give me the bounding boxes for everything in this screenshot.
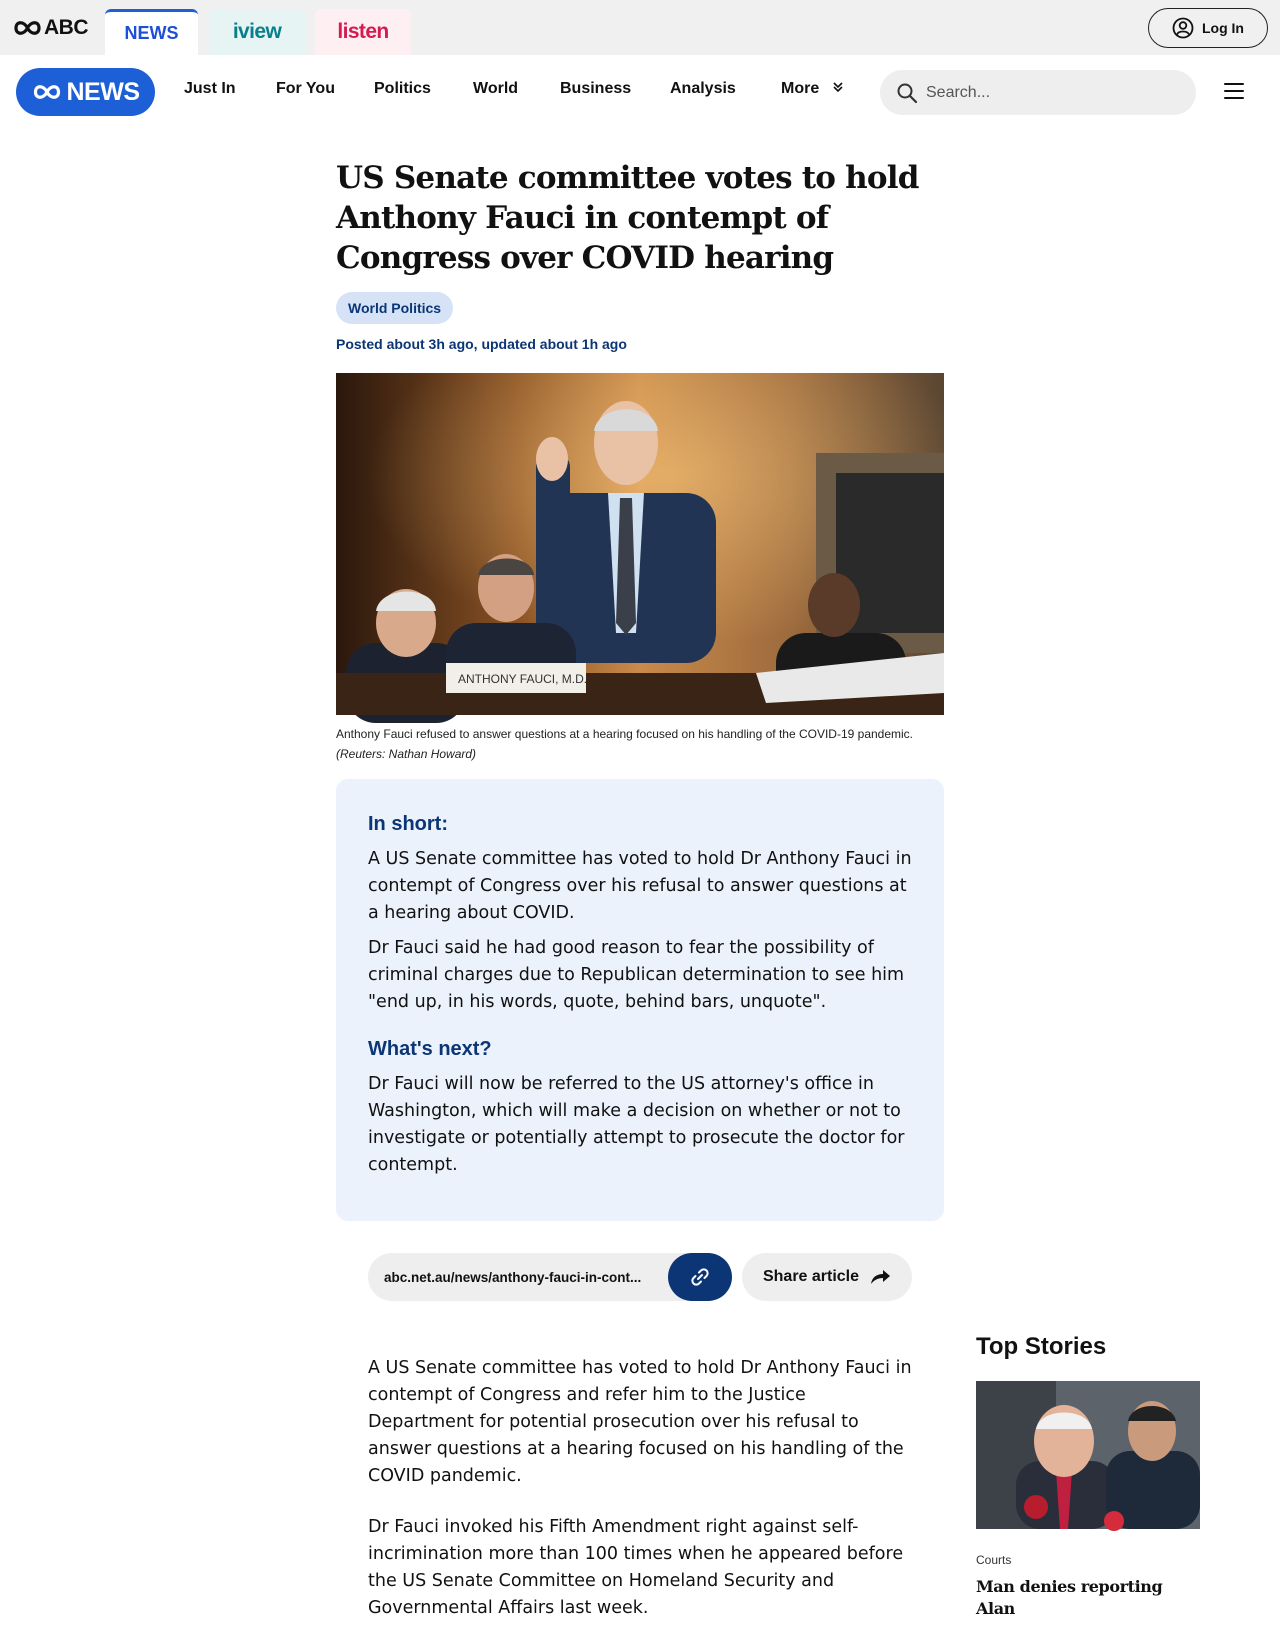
article-timestamp: Posted about 3h ago, updated about 1h ago	[336, 336, 627, 352]
article-headline: US Senate committee votes to hold Anthony Fauci in contempt of Congress over COVID hearing	[336, 160, 919, 276]
hero-image	[336, 373, 944, 715]
nav-more-label: More	[781, 80, 820, 97]
hearing-photo	[336, 373, 944, 715]
abc-logo[interactable]	[14, 16, 88, 40]
abc-news-logo[interactable]	[16, 68, 155, 116]
search-icon	[896, 82, 918, 104]
top-stories-heading: Top Stories	[976, 1333, 1107, 1360]
nav-more[interactable]	[781, 80, 844, 98]
search-bar[interactable]	[880, 70, 1196, 115]
login-button[interactable]	[1148, 8, 1268, 48]
nav-just-in[interactable]: Just In	[184, 80, 236, 97]
nav-world[interactable]: World	[473, 80, 519, 97]
article-body	[368, 1355, 916, 1646]
article-url[interactable]: abc.net.au/news/anthony-fauci-in-cont...	[368, 1253, 732, 1301]
nav-analysis[interactable]: Analysis	[670, 80, 736, 97]
copy-link-button[interactable]	[668, 1253, 732, 1301]
menu-icon[interactable]	[1224, 83, 1244, 101]
network-tab-iview[interactable]: iview	[209, 9, 305, 55]
caption-text: Anthony Fauci refused to answer questions at a hearing focused on his handling of the COVID-19 pandemic.	[336, 727, 914, 741]
article-paragraph: A US Senate committee has voted to hold Dr Anthony Fauci in contempt of Congress and refer him to the Justice Department for potential prosecution over his refusal to answer questions at a hearing focused on his handling of the COVID pandemic.	[368, 1358, 912, 1486]
news-logo-label: NEWS	[66, 77, 140, 106]
caption-credit: (Reuters: Nathan Howard)	[336, 747, 477, 761]
top-story-title[interactable]: Man denies reporting Alan	[976, 1577, 1163, 1618]
chevron-double-down-icon	[832, 81, 844, 93]
network-bar	[0, 0, 1280, 55]
abc-brand-label: ABC	[44, 16, 88, 39]
login-label: Log In	[1202, 20, 1244, 36]
article-paragraph: Dr Fauci invoked his Fifth Amendment right against self-incrimination more than 100 times when he appeared before the US Senate Committee on Homeland Security and Governmental Affairs last week.	[368, 1517, 904, 1618]
top-story-image[interactable]	[976, 1381, 1200, 1529]
key-points-box	[336, 779, 944, 1221]
link-icon	[690, 1267, 710, 1287]
share-arrow-icon	[869, 1268, 891, 1286]
nav-business[interactable]: Business	[560, 80, 632, 97]
topic-tag[interactable]: World Politics	[336, 292, 453, 324]
news-lemniscate-icon	[32, 82, 62, 102]
image-caption	[336, 724, 944, 764]
nameplate-text: ANTHONY FAUCI, M.D.	[458, 672, 588, 686]
nav-for-you[interactable]: For You	[276, 80, 335, 97]
abc-lemniscate-icon	[14, 18, 41, 38]
news-nav	[0, 55, 1280, 130]
whats-next-text: Dr Fauci will now be referred to the US attorney's office in Washington, which will make a decision on whether or not to investigate or potentially attempt to prosecute the doctor for contempt.	[368, 1074, 905, 1175]
network-tab-listen[interactable]: listen	[315, 9, 411, 55]
whats-next-heading: What's next?	[368, 1038, 492, 1060]
nav-politics[interactable]: Politics	[374, 80, 431, 97]
story-photo	[976, 1381, 1200, 1529]
in-short-heading: In short:	[368, 813, 448, 835]
network-tab-news[interactable]: NEWS	[105, 9, 198, 55]
key-point: A US Senate committee has voted to hold Dr Anthony Fauci in contempt of Congress over his refusal to answer questions at a hearing about COVID.	[368, 849, 912, 923]
share-article-label: Share article	[762, 1268, 860, 1285]
key-point: Dr Fauci said he had good reason to fear the possibility of criminal charges due to Republican determination to see him "end up, in his words, quote, behind bars, unquote".	[368, 938, 905, 1012]
top-story-category[interactable]: Courts	[976, 1553, 1012, 1567]
user-icon	[1172, 17, 1194, 39]
search-input[interactable]	[926, 84, 1176, 102]
share-article-button[interactable]	[742, 1253, 912, 1301]
